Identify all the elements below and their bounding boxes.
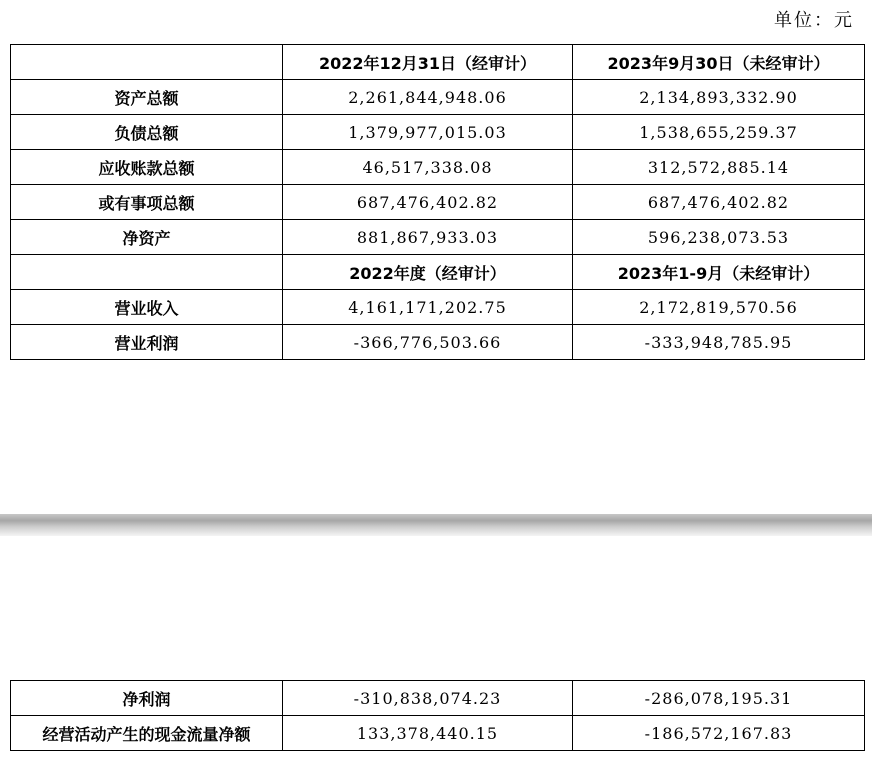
value-cell: 312,572,885.14: [573, 150, 865, 185]
value-cell: 687,476,402.82: [573, 185, 865, 220]
header-cell-blank: [11, 255, 283, 290]
row-label: 负债总额: [11, 115, 283, 150]
row-label: 净利润: [11, 681, 283, 716]
table-row: [11, 681, 865, 716]
value-cell: 1,538,655,259.37: [573, 115, 865, 150]
table-header-row: [11, 255, 865, 290]
row-label: 应收账款总额: [11, 150, 283, 185]
value-cell: -186,572,167.83: [573, 716, 865, 751]
header-cell-2022-12-31: 2022年12月31日（经审计）: [283, 45, 573, 80]
value-cell: 46,517,338.08: [283, 150, 573, 185]
table-row: [11, 290, 865, 325]
value-cell: -286,078,195.31: [573, 681, 865, 716]
value-cell: -333,948,785.95: [573, 325, 865, 360]
value-cell: 4,161,171,202.75: [283, 290, 573, 325]
value-cell: 596,238,073.53: [573, 220, 865, 255]
row-label: 资产总额: [11, 80, 283, 115]
value-cell: 687,476,402.82: [283, 185, 573, 220]
financial-table-bottom: [10, 680, 865, 751]
header-cell-2023-09-30: 2023年9月30日（未经审计）: [573, 45, 865, 80]
value-cell: 881,867,933.03: [283, 220, 573, 255]
table-row: [11, 325, 865, 360]
table-row: [11, 716, 865, 751]
value-cell: 2,172,819,570.56: [573, 290, 865, 325]
value-cell: 2,261,844,948.06: [283, 80, 573, 115]
row-label: 经营活动产生的现金流量净额: [11, 716, 283, 751]
value-cell: 1,379,977,015.03: [283, 115, 573, 150]
page-break-divider: [0, 514, 872, 536]
table-row: [11, 115, 865, 150]
header-cell-2023-jan-sep: 2023年1-9月（未经审计）: [573, 255, 865, 290]
value-cell: -310,838,074.23: [283, 681, 573, 716]
unit-label: 单位：元: [774, 10, 854, 31]
value-cell: 133,378,440.15: [283, 716, 573, 751]
table-row: [11, 80, 865, 115]
row-label: 或有事项总额: [11, 185, 283, 220]
row-label: 营业收入: [11, 290, 283, 325]
table-row: [11, 185, 865, 220]
row-label: 营业利润: [11, 325, 283, 360]
table-row: [11, 220, 865, 255]
row-label: 净资产: [11, 220, 283, 255]
table-row: [11, 150, 865, 185]
header-cell-blank: [11, 45, 283, 80]
table-header-row: [11, 45, 865, 80]
value-cell: 2,134,893,332.90: [573, 80, 865, 115]
financial-table-top: [10, 44, 865, 360]
header-cell-2022-annual: 2022年度（经审计）: [283, 255, 573, 290]
value-cell: -366,776,503.66: [283, 325, 573, 360]
